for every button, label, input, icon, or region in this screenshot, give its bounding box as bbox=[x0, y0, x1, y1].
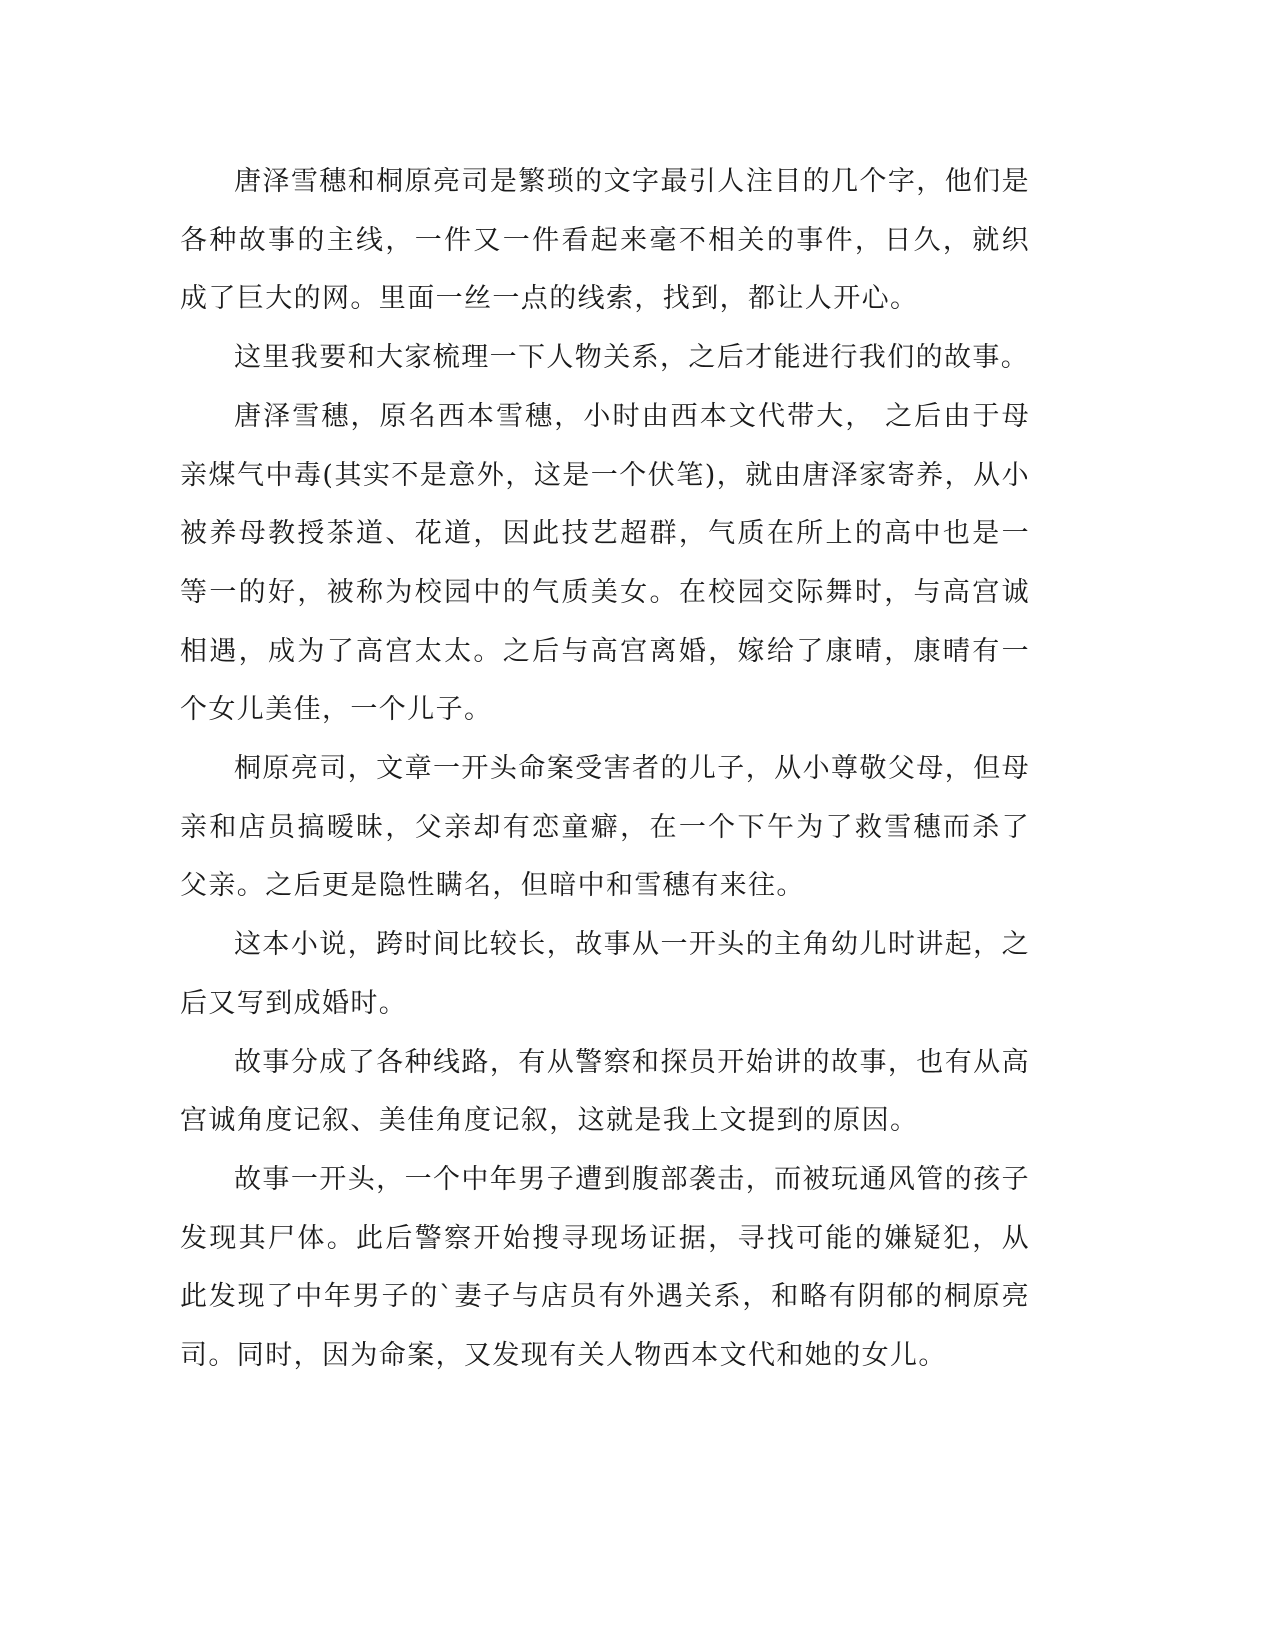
paragraph-5: 这本小说，跨时间比较长，故事从一开头的主角幼儿时讲起，之后又写到成婚时。 bbox=[180, 929, 1030, 1019]
paragraph-3: 唐泽雪穗，原名西本雪穗，小时由西本文代带大， 之后由于母亲煤气中毒(其实不是意外，这是一个伏笔)，就由唐泽家寄养，从小被养母教授茶道、花道，因此技艺超群，气质在所上的高中也是一等一的好，被称为校园中的气质美女。在校园交际舞时，与高宫诚相遇，成为了高宫太太。之后与高宫离婚，嫁给了康晴，康晴有一个女儿美佳，一个儿子。 bbox=[180, 400, 1030, 726]
paragraph-6: 故事分成了各种线路，有从警察和探员开始讲的故事，也有从高宫诚角度记叙、美佳角度记叙，这就是我上文提到的原因。 bbox=[180, 1046, 1030, 1137]
paragraph-2: 这里我要和大家梳理一下人物关系，之后才能进行我们的故事。 bbox=[234, 342, 1030, 374]
document-body bbox=[180, 153, 1030, 1386]
paragraph-1: 唐泽雪穗和桐原亮司是繁琐的文字最引人注目的几个字，他们是各种故事的主线，一件又一件看起来毫不相关的事件，日久，就织成了巨大的网。里面一丝一点的线索，找到，都让人开心。 bbox=[180, 166, 1030, 315]
paragraph-7: 故事一开头，一个中年男子遭到腹部袭击，而被玩通风管的孩子发现其尸体。此后警察开始搜寻现场证据，寻找可能的嫌疑犯，从此发现了中年男子的`妻子与店员有外遇关系，和略有阴郁的桐原亮司。同时，因为命案，又发现有关人物西本文代和她的女儿。 bbox=[180, 1163, 1030, 1372]
paragraph-4: 桐原亮司，文章一开头命案受害者的儿子，从小尊敬父母，但母亲和店员搞暧昧，父亲却有恋童癖，在一个下午为了救雪穗而杀了父亲。之后更是隐性瞒名，但暗中和雪穗有来往。 bbox=[180, 753, 1030, 902]
